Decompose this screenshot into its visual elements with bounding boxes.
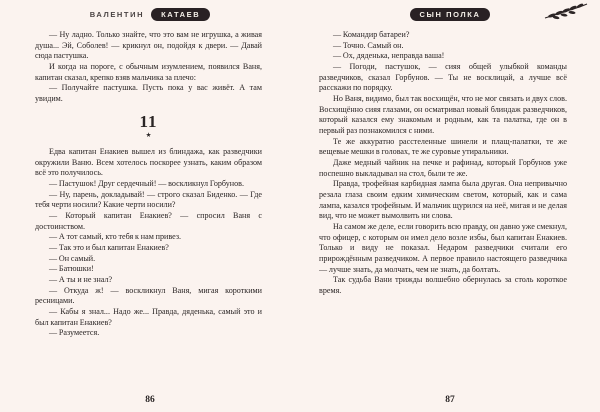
- page-right: [300, 0, 600, 412]
- paragraph: — Получайте пастушка. Пусть пока у вас живёт. А там увидим.: [35, 83, 262, 104]
- text-column-right: [319, 30, 567, 382]
- running-head-left: [0, 7, 300, 22]
- author-first-name: ВАЛЕНТИН: [89, 10, 145, 19]
- paragraph: — Кабы я знал... Надо же... Правда, дяденька, самый это и был капитан Енакиев?: [35, 306, 262, 327]
- page-number-left: 86: [145, 395, 155, 405]
- paragraph: Но Ваня, видимо, был так восхищён, что не мог связать и двух слов. Восхищённо сияя глазами, он осматривал новый блиндаж разведчиков, который казался ему знакомым и родным, как та палатка, где он в первый раз познакомился с ними.: [319, 94, 567, 136]
- intro-paragraphs: [35, 30, 262, 105]
- text-column-left: [35, 30, 262, 382]
- author-surname-badge: КАТАЕВ: [151, 8, 210, 21]
- paragraph: На самом же деле, если говорить всю правду, он давно уже смекнул, что офицер, с которым он имел дело возле избы, был капитан Енакиев. Только и виду не показал. Недаром разведчики считали его прирождённым разведчиком. А первое правило настоящего разведчика — лучше знать, да молчать, чем не знать, да болтать.: [319, 222, 567, 274]
- chapter-ornament-star-icon: ★: [145, 132, 152, 140]
- paragraph: Едва капитан Енакиев вышел из блиндажа, как разведчики окружили Ваню. Всем хотелось поскорее узнать, каким образом всё это получилось.: [35, 146, 262, 178]
- chapter-heading: [35, 113, 262, 140]
- laurel-branch-icon: [544, 2, 588, 25]
- paragraph: Так судьба Вани трижды волшебно обернулась за столь короткое время.: [319, 275, 567, 296]
- paragraph: — Ну ладно. Только знайте, что это вам не игрушка, а живая душа... Эй, Соболев! — крикнул он, подойдя к двери. — Давай сюда пастушка.: [35, 30, 262, 61]
- chapter-number: 11: [139, 111, 158, 131]
- paragraph: И когда на пороге, с обычным изумлением, появился Ваня, капитан сказал, крепко взяв мальчика за плечо:: [35, 62, 262, 82]
- page-number-right: 87: [445, 395, 455, 405]
- paragraph: — Батюшки!: [49, 264, 94, 274]
- paragraph: Даже медный чайник на печке и рафинад, который Горбунов уже поспешно выкладывал на стол, были те же.: [319, 158, 567, 178]
- paragraph: Те же аккуратно расстеленные шинели и плащ-палатки, те же вещевые мешки в головах, те же суровые утиральники.: [319, 136, 567, 157]
- paragraph: — Откуда ж! — воскликнул Ваня, мигая короткими ресницами.: [35, 285, 262, 306]
- paragraph: — Так это и был капитан Енакиев?: [49, 242, 169, 252]
- paragraph: — Он самый.: [49, 253, 96, 263]
- paragraph: — Погоди, пастушок, — сияя общей улыбкой команды разведчиков, сказал Горбунов. — Ты не восклицай, а лучше всё расскажи по порядку.: [319, 62, 567, 93]
- paragraph: — Точно. Самый он.: [333, 40, 404, 50]
- paragraph: — Ох, дяденька, неправда ваша!: [333, 51, 445, 61]
- paragraph: — Который капитан Енакиев? — спросил Ваня с достоинством.: [35, 210, 262, 231]
- paragraph: — Разумеется.: [49, 328, 100, 338]
- paragraph: Правда, трофейная карбидная лампа была другая. Она непривычно резала глаза своим едким химическим светом, который, как и сама лампа, казался трофейным. И мальчик щурился на неё, мигая и не делая вид, что не может вымолвить ни слова.: [319, 179, 567, 221]
- chapter-paragraphs: [35, 147, 262, 339]
- paragraph: — А тот самый, кто тебя к нам привез.: [49, 232, 182, 242]
- paragraph: — А ты и не знал?: [49, 274, 113, 284]
- book-title-badge: СЫН ПОЛКА: [410, 8, 491, 21]
- paragraph: — Командир батареи?: [333, 30, 410, 39]
- body-paragraphs: [319, 30, 567, 297]
- paragraph: — Пастушок! Друг сердечный! — воскликнул Горбунов.: [49, 178, 245, 188]
- paragraph: — Ну, парень, докладывай! — строго сказал Биденко. — Где тебя черти носили? Какие черти носили?: [35, 189, 262, 210]
